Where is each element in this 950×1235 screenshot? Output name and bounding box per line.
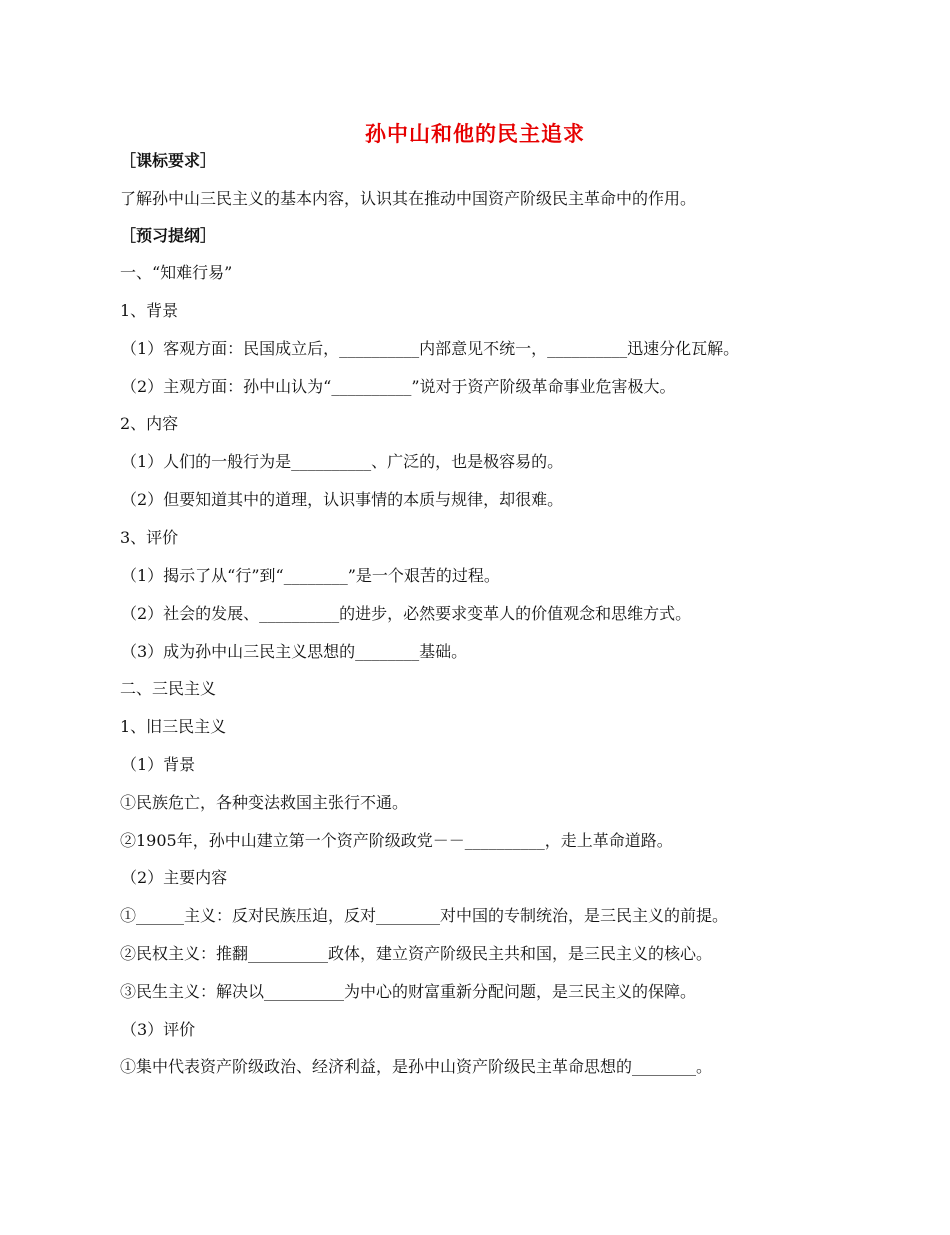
subheading-old-three-principles: 1、旧三民主义: [120, 717, 227, 736]
section-heading-outline: ［预习提纲］: [120, 226, 217, 245]
item-evaluation-1: （1）揭示了从“行”到“________”是一个艰苦的过程。: [121, 566, 500, 585]
subheading-main-content: （2）主要内容: [121, 868, 228, 887]
item-objective: （1）客观方面：民国成立后，__________内部意见不统一，__________迅速分化瓦解。: [121, 339, 740, 358]
item-evaluation-final: ①集中代表资产阶级政治、经济利益，是孙中山资产阶级民主革命思想的________。: [120, 1057, 713, 1076]
item-subjective: （2）主观方面：孙中山认为“__________”说对于资产阶级革命事业危害极大。: [121, 377, 676, 396]
subheading-background-2: （1）背景: [121, 755, 196, 774]
item-evaluation-3: （3）成为孙中山三民主义思想的________基础。: [121, 642, 468, 661]
item-content-2: （2）但要知道其中的道理，认识事情的本质与规律，却很难。: [121, 490, 564, 509]
standards-text: 了解孙中山三民主义的基本内容，认识其在推动中国资产阶级民主革命中的作用。: [120, 189, 697, 208]
section-heading-standards: ［课标要求］: [120, 151, 217, 170]
item-background-1: ①民族危亡，各种变法救国主张行不通。: [120, 793, 409, 812]
item-content-1: （1）人们的一般行为是__________、广泛的，也是极容易的。: [121, 452, 564, 471]
heading-part-two: 二、三民主义: [120, 679, 217, 698]
subheading-evaluation: 3、评价: [120, 528, 179, 547]
item-nationalism: ①______主义：反对民族压迫，反对________对中国的专制统治，是三民主义的前提。: [120, 906, 729, 925]
item-democracy: ②民权主义：推翻__________政体，建立资产阶级民主共和国，是三民主义的核心。: [120, 944, 713, 963]
subheading-evaluation-2: （3）评价: [121, 1020, 196, 1039]
subheading-background: 1、背景: [120, 301, 179, 320]
item-background-2: ②1905年，孙中山建立第一个资产阶级政党－－__________，走上革命道路。: [120, 831, 673, 850]
item-livelihood: ③民生主义：解决以__________为中心的财富重新分配问题，是三民主义的保障。: [120, 982, 697, 1001]
document-title: 孙中山和他的民主追求: [365, 122, 585, 146]
item-evaluation-2: （2）社会的发展、__________的进步，必然要求变革人的价值观念和思维方式。: [121, 604, 692, 623]
subheading-content: 2、内容: [120, 414, 179, 433]
heading-part-one: 一、“知难行易”: [120, 263, 233, 282]
